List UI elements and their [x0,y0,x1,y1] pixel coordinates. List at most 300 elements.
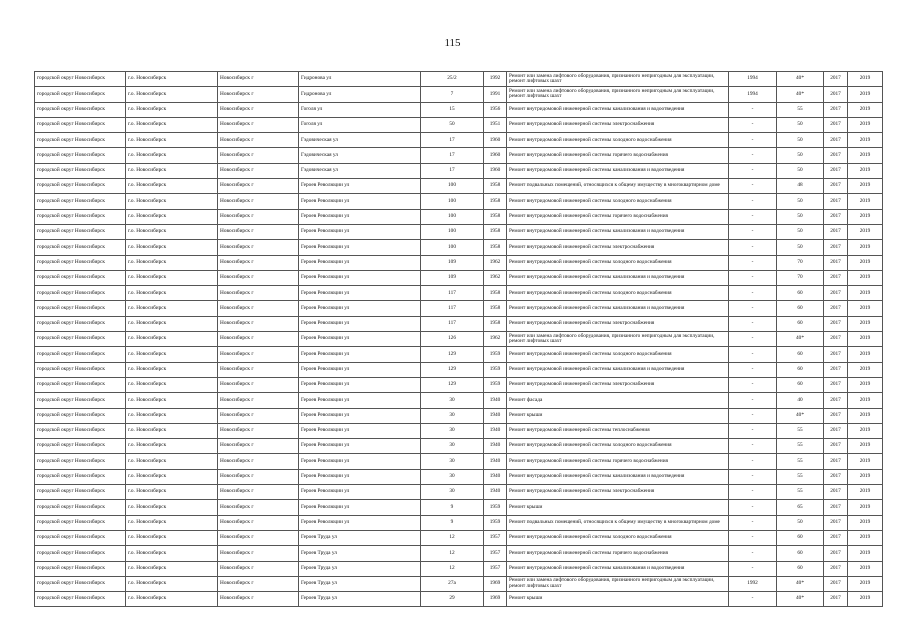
end-year-cell: 2019 [848,133,883,148]
street-cell: Героев Революции ул [299,255,421,270]
city-cell: Новосибирск г [218,500,299,515]
street-cell: Героев Революции ул [299,485,421,500]
year-built-cell: 1960 [484,163,507,178]
year-commissioned-cell: - [729,316,777,331]
street-cell: Героев Революции ул [299,347,421,362]
table-row [35,393,883,408]
district-cell: г.о. Новосибирск [126,133,218,148]
table-row [35,515,883,530]
page-number: 115 [444,37,461,49]
start-year-cell: 2017 [824,148,848,163]
house-number-cell: 29 [421,592,484,607]
house-number-cell: 30 [421,454,484,469]
end-year-cell: 2019 [848,592,883,607]
district-cell: г.о. Новосибирск [126,87,218,102]
city-cell: Новосибирск г [218,270,299,285]
municipality-cell: городской округ Новосибирск [35,332,126,347]
work-type-cell: Ремонт или замена лифтового оборудования, признанного непригодным для эксплуатации, ремонт лифтовых шахт [507,72,729,87]
city-cell: Новосибирск г [218,362,299,377]
street-cell: Героев Революции ул [299,500,421,515]
city-cell: Новосибирск г [218,179,299,194]
year-built-cell: 1958 [484,240,507,255]
street-cell: Героев Революции ул [299,224,421,239]
district-cell: г.о. Новосибирск [126,255,218,270]
wear-percent-cell: 55 [777,454,824,469]
city-cell: Новосибирск г [218,454,299,469]
district-cell: г.о. Новосибирск [126,224,218,239]
end-year-cell: 2019 [848,148,883,163]
work-type-cell: Ремонт внутридомовой инженерной системы электроснабжения [507,240,729,255]
start-year-cell: 2017 [824,439,848,454]
street-cell: Героев Революции ул [299,393,421,408]
street-cell: Героев Труда ул [299,561,421,576]
house-number-cell: 12 [421,530,484,545]
house-number-cell: 117 [421,316,484,331]
house-number-cell: 100 [421,209,484,224]
municipality-cell: городской округ Новосибирск [35,240,126,255]
year-built-cell: 1958 [484,209,507,224]
municipality-cell: городской округ Новосибирск [35,423,126,438]
street-cell: Героев Революции ул [299,316,421,331]
year-built-cell: 1959 [484,500,507,515]
year-commissioned-cell: - [729,270,777,285]
year-built-cell: 1992 [484,72,507,87]
start-year-cell: 2017 [824,316,848,331]
city-cell: Новосибирск г [218,209,299,224]
end-year-cell: 2019 [848,163,883,178]
table-row [35,439,883,454]
year-commissioned-cell: - [729,485,777,500]
wear-percent-cell: 40 [777,393,824,408]
end-year-cell: 2019 [848,362,883,377]
work-type-cell: Ремонт внутридомовой инженерной системы канализования и водоотведения [507,469,729,484]
street-cell: Героев Революции ул [299,240,421,255]
year-built-cell: 1940 [484,423,507,438]
start-year-cell: 2017 [824,546,848,561]
year-commissioned-cell: - [729,102,777,117]
year-commissioned-cell: - [729,515,777,530]
end-year-cell: 2019 [848,209,883,224]
table-row [35,469,883,484]
municipality-cell: городской округ Новосибирск [35,255,126,270]
municipality-cell: городской округ Новосибирск [35,117,126,132]
table-row [35,377,883,392]
table-row [35,148,883,163]
city-cell: Новосибирск г [218,576,299,591]
work-type-cell: Ремонт внутридомовой инженерной системы канализования и водоотведения [507,270,729,285]
end-year-cell: 2019 [848,87,883,102]
year-commissioned-cell: 1994 [729,72,777,87]
wear-percent-cell: 40* [777,87,824,102]
wear-percent-cell: 50 [777,133,824,148]
municipality-cell: городской округ Новосибирск [35,347,126,362]
work-type-cell: Ремонт внутридомовой инженерной системы канализования и водоотведения [507,224,729,239]
start-year-cell: 2017 [824,240,848,255]
table-row [35,592,883,607]
city-cell: Новосибирск г [218,102,299,117]
year-commissioned-cell: - [729,117,777,132]
street-cell: Героев Революции ул [299,439,421,454]
year-commissioned-cell: - [729,469,777,484]
work-type-cell: Ремонт внутридомовой инженерной системы электроснабжения [507,117,729,132]
house-number-cell: 12 [421,546,484,561]
district-cell: г.о. Новосибирск [126,408,218,423]
year-commissioned-cell: - [729,148,777,163]
year-built-cell: 1940 [484,408,507,423]
year-commissioned-cell: - [729,224,777,239]
start-year-cell: 2017 [824,209,848,224]
district-cell: г.о. Новосибирск [126,163,218,178]
table-row [35,179,883,194]
work-type-cell: Ремонт внутридомовой инженерной системы электроснабжения [507,485,729,500]
house-number-cell: 30 [421,408,484,423]
city-cell: Новосибирск г [218,117,299,132]
work-type-cell: Ремонт подвальных помещений, относящихся к общему имуществу в многоквартирном доме [507,515,729,530]
work-type-cell: Ремонт внутридомовой инженерной системы канализования и водоотведения [507,102,729,117]
municipality-cell: городской округ Новосибирск [35,393,126,408]
table-row [35,347,883,362]
city-cell: Новосибирск г [218,255,299,270]
year-built-cell: 1958 [484,179,507,194]
year-built-cell: 1960 [484,133,507,148]
district-cell: г.о. Новосибирск [126,362,218,377]
wear-percent-cell: 40* [777,332,824,347]
wear-percent-cell: 50 [777,148,824,163]
street-cell: Героев Революции ул [299,332,421,347]
district-cell: г.о. Новосибирск [126,546,218,561]
table-row [35,209,883,224]
municipality-cell: городской округ Новосибирск [35,148,126,163]
house-number-cell: 7 [421,87,484,102]
house-number-cell: 30 [421,439,484,454]
work-type-cell: Ремонт внутридомовой инженерной системы теплоснабжения [507,423,729,438]
start-year-cell: 2017 [824,362,848,377]
municipality-cell: городской округ Новосибирск [35,500,126,515]
wear-percent-cell: 60 [777,561,824,576]
house-number-cell: 109 [421,255,484,270]
street-cell: Гидронова ул [299,72,421,87]
street-cell: Героев Революции ул [299,362,421,377]
work-type-cell: Ремонт внутридомовой инженерной системы канализования и водоотведения [507,561,729,576]
end-year-cell: 2019 [848,316,883,331]
municipality-cell: городской округ Новосибирск [35,72,126,87]
municipality-cell: городской округ Новосибирск [35,454,126,469]
house-number-cell: 100 [421,240,484,255]
wear-percent-cell: 40* [777,408,824,423]
wear-percent-cell: 60 [777,362,824,377]
end-year-cell: 2019 [848,530,883,545]
district-cell: г.о. Новосибирск [126,286,218,301]
start-year-cell: 2017 [824,179,848,194]
start-year-cell: 2017 [824,393,848,408]
work-type-cell: Ремонт внутридомовой инженерной системы холодного водоснабжения [507,133,729,148]
end-year-cell: 2019 [848,347,883,362]
municipality-cell: городской округ Новосибирск [35,87,126,102]
work-type-cell: Ремонт внутридомовой инженерной системы холодного водоснабжения [507,286,729,301]
wear-percent-cell: 55 [777,485,824,500]
start-year-cell: 2017 [824,592,848,607]
start-year-cell: 2017 [824,408,848,423]
year-built-cell: 1969 [484,592,507,607]
municipality-cell: городской округ Новосибирск [35,102,126,117]
municipality-cell: городской округ Новосибирск [35,301,126,316]
wear-percent-cell: 70 [777,270,824,285]
street-cell: Героев Революции ул [299,194,421,209]
street-cell: Героев Революции ул [299,301,421,316]
district-cell: г.о. Новосибирск [126,179,218,194]
municipality-cell: городской округ Новосибирск [35,316,126,331]
city-cell: Новосибирск г [218,515,299,530]
city-cell: Новосибирск г [218,332,299,347]
work-type-cell: Ремонт подвальных помещений, относящихся к общему имуществу в многоквартирном доме [507,179,729,194]
year-commissioned-cell: - [729,561,777,576]
street-cell: Гэдовическая ул [299,163,421,178]
street-cell: Героев Революции ул [299,179,421,194]
house-number-cell: 100 [421,179,484,194]
district-cell: г.о. Новосибирск [126,592,218,607]
wear-percent-cell: 50 [777,194,824,209]
end-year-cell: 2019 [848,240,883,255]
table-row [35,454,883,469]
district-cell: г.о. Новосибирск [126,393,218,408]
district-cell: г.о. Новосибирск [126,454,218,469]
wear-percent-cell: 60 [777,347,824,362]
year-built-cell: 1940 [484,454,507,469]
house-number-cell: 129 [421,377,484,392]
street-cell: Героев Труда ул [299,592,421,607]
house-number-cell: 100 [421,224,484,239]
municipality-cell: городской округ Новосибирск [35,377,126,392]
table-row [35,423,883,438]
table-row [35,500,883,515]
street-cell: Героев Революции ул [299,209,421,224]
city-cell: Новосибирск г [218,592,299,607]
work-type-cell: Ремонт внутридомовой инженерной системы канализования и водоотведения [507,362,729,377]
table-row [35,224,883,239]
street-cell: Гоголя ул [299,117,421,132]
municipality-cell: городской округ Новосибирск [35,194,126,209]
year-built-cell: 1962 [484,255,507,270]
house-number-cell: 50 [421,117,484,132]
year-commissioned-cell: - [729,546,777,561]
start-year-cell: 2017 [824,423,848,438]
start-year-cell: 2017 [824,87,848,102]
end-year-cell: 2019 [848,439,883,454]
municipality-cell: городской округ Новосибирск [35,530,126,545]
end-year-cell: 2019 [848,194,883,209]
municipality-cell: городской округ Новосибирск [35,362,126,377]
city-cell: Новосибирск г [218,377,299,392]
year-commissioned-cell: - [729,133,777,148]
start-year-cell: 2017 [824,561,848,576]
table-row [35,240,883,255]
end-year-cell: 2019 [848,408,883,423]
year-commissioned-cell: - [729,255,777,270]
house-number-cell: 9 [421,515,484,530]
district-cell: г.о. Новосибирск [126,469,218,484]
work-type-cell: Ремонт внутридомовой инженерной системы электроснабжения [507,377,729,392]
district-cell: г.о. Новосибирск [126,194,218,209]
year-built-cell: 1958 [484,316,507,331]
district-cell: г.о. Новосибирск [126,530,218,545]
street-cell: Героев Труда ул [299,530,421,545]
start-year-cell: 2017 [824,576,848,591]
municipality-cell: городской округ Новосибирск [35,561,126,576]
work-type-cell: Ремонт внутридомовой инженерной системы горячего водоснабжения [507,454,729,469]
repair-schedule-table [34,71,883,607]
work-type-cell: Ремонт внутридомовой инженерной системы холодного водоснабжения [507,347,729,362]
city-cell: Новосибирск г [218,72,299,87]
house-number-cell: 15 [421,102,484,117]
street-cell: Гэдовическая ул [299,148,421,163]
street-cell: Гоголя ул [299,102,421,117]
start-year-cell: 2017 [824,102,848,117]
year-commissioned-cell: - [729,393,777,408]
wear-percent-cell: 70 [777,255,824,270]
work-type-cell: Ремонт внутридомовой инженерной системы холодного водоснабжения [507,255,729,270]
work-type-cell: Ремонт внутридомовой инженерной системы электроснабжения [507,316,729,331]
year-commissioned-cell: - [729,592,777,607]
start-year-cell: 2017 [824,133,848,148]
house-number-cell: 17 [421,148,484,163]
end-year-cell: 2019 [848,332,883,347]
year-commissioned-cell: - [729,377,777,392]
work-type-cell: Ремонт внутридомовой инженерной системы канализования и водоотведения [507,301,729,316]
work-type-cell: Ремонт внутридомовой инженерной системы горячего водоснабжения [507,148,729,163]
street-cell: Героев Революции ул [299,408,421,423]
district-cell: г.о. Новосибирск [126,240,218,255]
municipality-cell: городской округ Новосибирск [35,133,126,148]
city-cell: Новосибирск г [218,469,299,484]
municipality-cell: городской округ Новосибирск [35,439,126,454]
street-cell: Героев Труда ул [299,546,421,561]
table-row [35,117,883,132]
municipality-cell: городской округ Новосибирск [35,485,126,500]
end-year-cell: 2019 [848,72,883,87]
year-built-cell: 1957 [484,546,507,561]
end-year-cell: 2019 [848,546,883,561]
district-cell: г.о. Новосибирск [126,423,218,438]
wear-percent-cell: 55 [777,423,824,438]
table-row [35,102,883,117]
house-number-cell: 9 [421,500,484,515]
start-year-cell: 2017 [824,286,848,301]
start-year-cell: 2017 [824,454,848,469]
city-cell: Новосибирск г [218,546,299,561]
district-cell: г.о. Новосибирск [126,515,218,530]
municipality-cell: городской округ Новосибирск [35,408,126,423]
year-built-cell: 1957 [484,561,507,576]
year-commissioned-cell: - [729,439,777,454]
work-type-cell: Ремонт внутридомовой инженерной системы горячего водоснабжения [507,209,729,224]
start-year-cell: 2017 [824,301,848,316]
city-cell: Новосибирск г [218,133,299,148]
house-number-cell: 129 [421,347,484,362]
wear-percent-cell: 50 [777,224,824,239]
year-commissioned-cell: 1992 [729,576,777,591]
end-year-cell: 2019 [848,515,883,530]
table-row [35,576,883,591]
start-year-cell: 2017 [824,530,848,545]
wear-percent-cell: 65 [777,500,824,515]
district-cell: г.о. Новосибирск [126,347,218,362]
house-number-cell: 126 [421,332,484,347]
table-row [35,163,883,178]
municipality-cell: городской округ Новосибирск [35,515,126,530]
work-type-cell: Ремонт внутридомовой инженерной системы холодного водоснабжения [507,194,729,209]
end-year-cell: 2019 [848,377,883,392]
work-type-cell: Ремонт крыши [507,408,729,423]
house-number-cell: 17 [421,163,484,178]
wear-percent-cell: 55 [777,469,824,484]
house-number-cell: 27а [421,576,484,591]
year-built-cell: 1962 [484,332,507,347]
year-built-cell: 1959 [484,362,507,377]
table-row [35,133,883,148]
start-year-cell: 2017 [824,347,848,362]
city-cell: Новосибирск г [218,163,299,178]
table-row [35,530,883,545]
year-built-cell: 1962 [484,270,507,285]
district-cell: г.о. Новосибирск [126,332,218,347]
end-year-cell: 2019 [848,224,883,239]
house-number-cell: 30 [421,469,484,484]
table-row [35,270,883,285]
work-type-cell: Ремонт или замена лифтового оборудования, признанного непригодным для эксплуатации, ремонт лифтовых шахт [507,87,729,102]
municipality-cell: городской округ Новосибирск [35,469,126,484]
year-built-cell: 1958 [484,286,507,301]
year-built-cell: 1991 [484,87,507,102]
end-year-cell: 2019 [848,454,883,469]
district-cell: г.о. Новосибирск [126,377,218,392]
year-commissioned-cell: - [729,179,777,194]
work-type-cell: Ремонт внутридомовой инженерной системы горячего водоснабжения [507,546,729,561]
city-cell: Новосибирск г [218,347,299,362]
start-year-cell: 2017 [824,332,848,347]
house-number-cell: 30 [421,423,484,438]
wear-percent-cell: 60 [777,316,824,331]
end-year-cell: 2019 [848,393,883,408]
start-year-cell: 2017 [824,500,848,515]
district-cell: г.о. Новосибирск [126,72,218,87]
work-type-cell: Ремонт или замена лифтового оборудования, признанного непригодным для эксплуатации, ремонт лифтовых шахт [507,332,729,347]
wear-percent-cell: 40* [777,72,824,87]
end-year-cell: 2019 [848,485,883,500]
street-cell: Гидронова ул [299,87,421,102]
year-built-cell: 1958 [484,224,507,239]
wear-percent-cell: 60 [777,546,824,561]
table-row [35,286,883,301]
street-cell: Героев Революции ул [299,377,421,392]
table-row [35,72,883,87]
house-number-cell: 100 [421,194,484,209]
wear-percent-cell: 50 [777,117,824,132]
house-number-cell: 30 [421,485,484,500]
year-built-cell: 1940 [484,439,507,454]
work-type-cell: Ремонт крыши [507,592,729,607]
municipality-cell: городской округ Новосибирск [35,576,126,591]
start-year-cell: 2017 [824,117,848,132]
city-cell: Новосибирск г [218,561,299,576]
table-row [35,301,883,316]
year-commissioned-cell: - [729,332,777,347]
wear-percent-cell: 60 [777,301,824,316]
city-cell: Новосибирск г [218,87,299,102]
city-cell: Новосибирск г [218,408,299,423]
start-year-cell: 2017 [824,515,848,530]
district-cell: г.о. Новосибирск [126,209,218,224]
house-number-cell: 109 [421,270,484,285]
